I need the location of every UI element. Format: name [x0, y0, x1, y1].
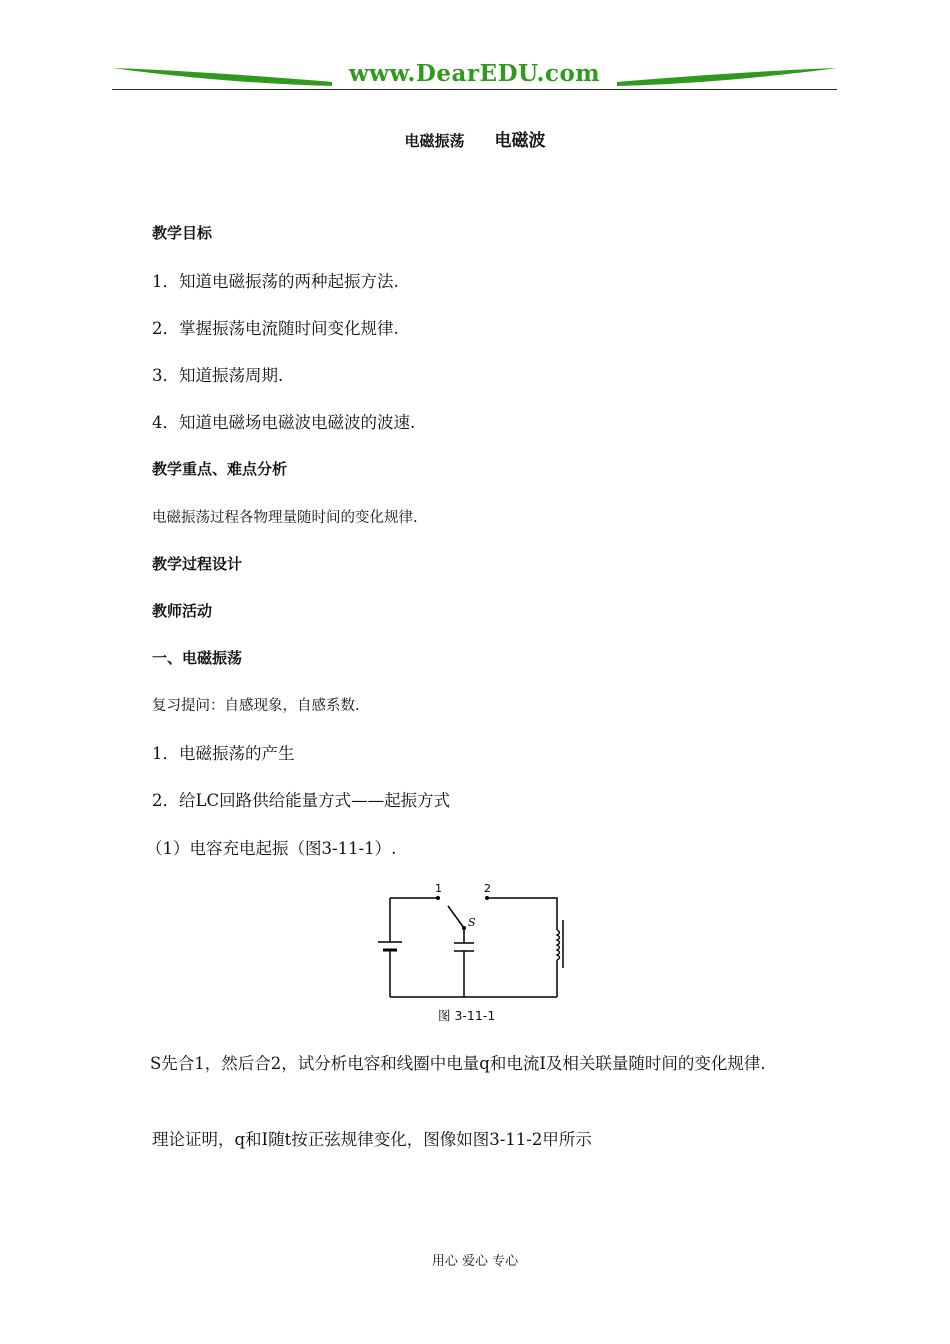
goal-item-2: 2．掌握振荡电流随时间变化规律.: [152, 319, 399, 338]
page-title: [0, 126, 950, 151]
item-2-sub-1: （1）电容充电起振（图3-11-1）.: [146, 839, 397, 858]
item-2: 2．给LC回路供给能量方式——起振方式: [152, 791, 451, 810]
goal-item-4: 4．知道电磁场电磁波电磁波的波速.: [152, 413, 416, 432]
page-footer: 用心 爱心 专心: [431, 1254, 519, 1269]
heading-section-1: 一、电磁振荡: [152, 649, 243, 667]
circuit-diagram: [375, 880, 575, 1009]
analysis-paragraph: S先合1，然后合2，试分析电容和线圈中电量q和电流I及相关联量随时间的变化规律.: [150, 1054, 766, 1073]
terminal-label-1: 1: [435, 882, 442, 895]
title-part-1: 电磁振荡: [404, 132, 465, 150]
heading-teaching-goals: 教学目标: [152, 224, 213, 242]
switch-label: S: [468, 916, 476, 929]
title-part-2: 电磁波: [494, 131, 546, 151]
key-points-text: 电磁振荡过程各物理量随时间的变化规律.: [152, 510, 418, 526]
goal-item-3: 3．知道振荡周期.: [152, 366, 284, 385]
review-question: 复习提问：自感现象，自感系数.: [152, 698, 360, 714]
figure-caption: 图 3-11-1: [438, 1008, 496, 1023]
theory-paragraph: 理论证明，q和I随t按正弦规律变化，图像如图3-11-2甲所示: [152, 1130, 592, 1149]
item-1: 1．电磁振荡的产生: [152, 744, 295, 763]
goal-item-1: 1．知道电磁振荡的两种起振方法.: [152, 272, 399, 291]
site-logo: www.DearEDU.com: [348, 60, 601, 87]
heading-teaching-process: 教学过程设计: [152, 555, 243, 573]
heading-teacher-activity: 教师活动: [152, 602, 213, 620]
terminal-label-2: 2: [484, 882, 491, 895]
page-header: [112, 62, 837, 92]
header-divider: [112, 89, 837, 90]
heading-key-points: 教学重点、难点分析: [152, 460, 288, 478]
